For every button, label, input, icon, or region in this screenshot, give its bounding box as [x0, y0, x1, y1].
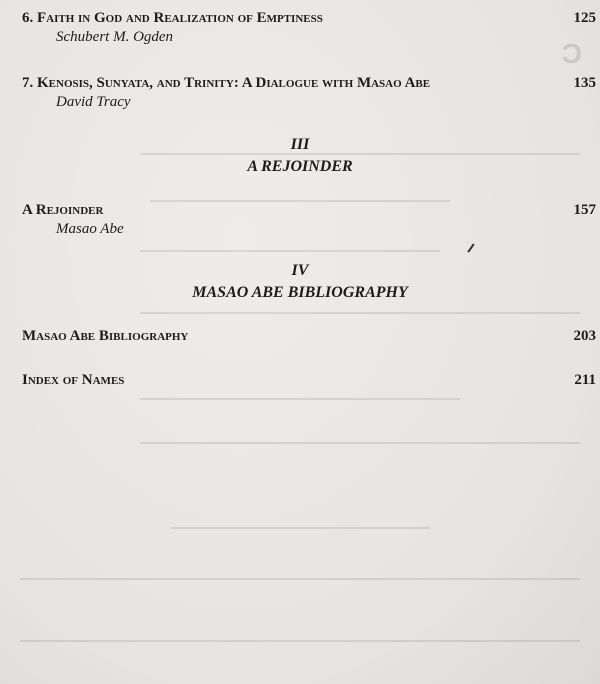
toc-entry-author: Schubert M. Ogden [56, 29, 174, 45]
toc-entry-author: Masao Abe [56, 221, 124, 237]
toc-entry-author: David Tracy [56, 94, 131, 110]
pen-mark [467, 243, 474, 252]
toc-entry-title: 6. Faith in God and Realization of Emptiness [22, 10, 323, 26]
toc-entry-title: 7. Kenosis, Sunyata, and Trinity: A Dialogue with Masao Abe [22, 75, 431, 91]
toc-entry [22, 328, 600, 345]
part-numeral: IV [291, 262, 309, 279]
toc-entry-title: Masao Abe Bibliography [22, 328, 189, 344]
part-title: MASAO ABE BIBLIOGRAPHY [192, 284, 408, 301]
toc-entry-page: 211 [574, 372, 596, 388]
part-numeral: III [290, 136, 310, 153]
part-title: A REJOINDER [247, 158, 353, 175]
toc-entry [22, 372, 600, 389]
part-heading [0, 262, 600, 302]
toc-entry [22, 75, 600, 111]
toc-entry-page: 125 [573, 10, 596, 26]
part-heading [0, 136, 600, 176]
toc-entry-title: Index of Names [22, 372, 125, 388]
toc-entry-page: 203 [573, 328, 596, 344]
toc-entry [22, 10, 600, 46]
toc-entry-page: 157 [573, 202, 596, 218]
toc-entry-title: A Rejoinder [22, 202, 104, 218]
toc-entry-page: 135 [573, 75, 596, 91]
show-through-text: C [0, 0, 600, 684]
toc-entry [22, 202, 600, 238]
